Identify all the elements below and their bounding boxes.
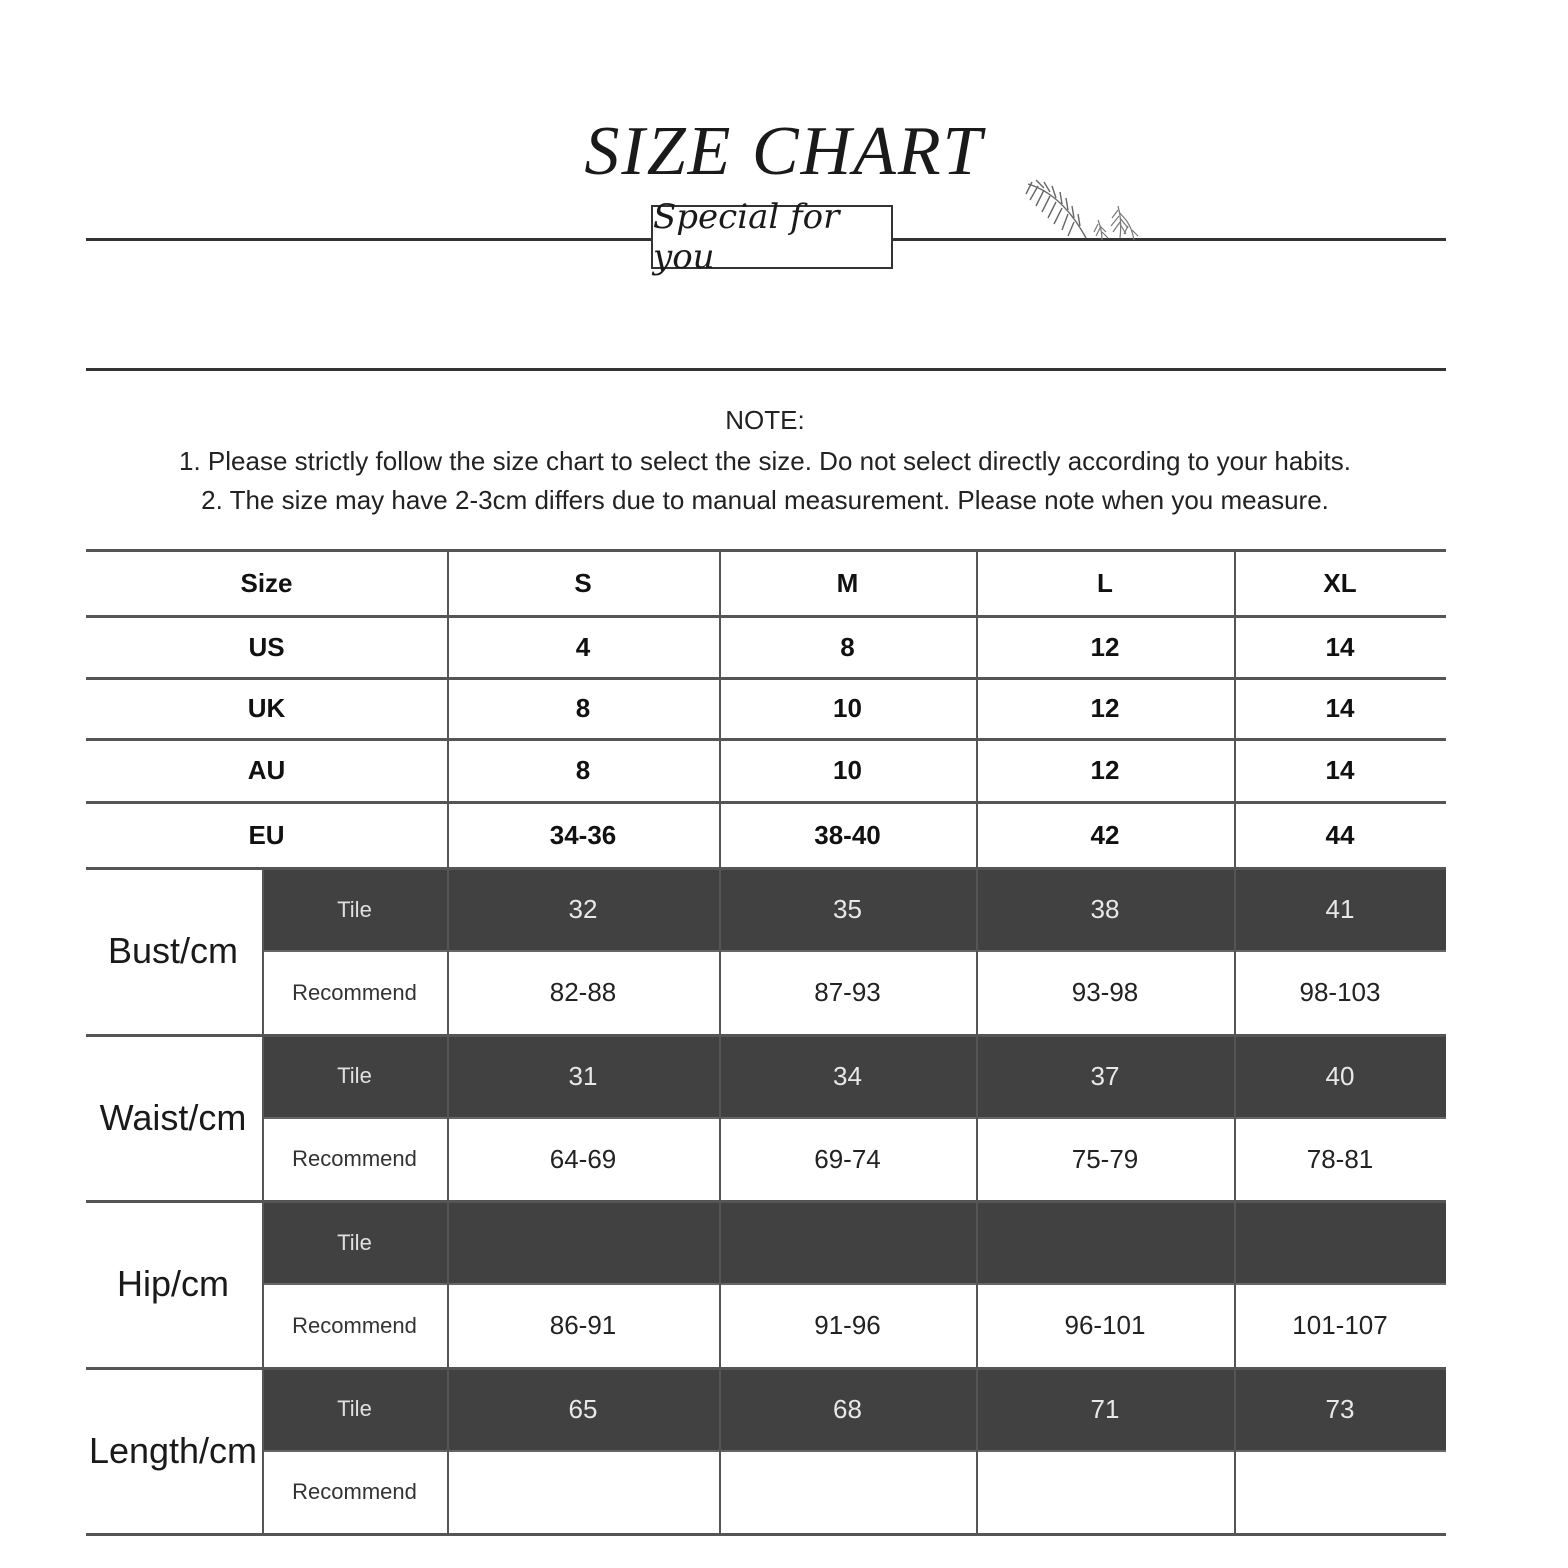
header-size-m: M: [836, 567, 859, 598]
tile-value: [719, 1201, 976, 1284]
recommend-value: 75-79: [1071, 1143, 1139, 1174]
recommend-value: 87-93: [814, 977, 881, 1007]
table-rule: [86, 677, 1446, 680]
recommend-label: Recommend: [292, 1479, 417, 1504]
region-value: 12: [1090, 693, 1120, 723]
region-label: AU: [247, 755, 286, 785]
tile-value: 73: [1325, 1393, 1355, 1424]
subtitle-box: [651, 197, 893, 277]
table-rule-inner: [262, 1450, 1446, 1452]
recommend-label: Recommend: [292, 1312, 417, 1338]
region-label: UK: [247, 693, 286, 723]
tile-value: [1234, 1201, 1446, 1284]
table-column-rule: [719, 550, 721, 1534]
region-value: 14: [1325, 631, 1355, 662]
region-value: 4: [575, 631, 591, 662]
recommend-value: 86-91: [549, 1310, 617, 1340]
page-title: SIZE CHART: [584, 113, 984, 190]
region-value: 12: [1090, 755, 1120, 785]
header-size-xl: XL: [1323, 567, 1357, 598]
tile-value: 41: [1325, 894, 1355, 924]
note-heading: NOTE:: [725, 405, 805, 435]
region-label: US: [248, 631, 285, 662]
subtitle-text: Special for you: [653, 197, 840, 277]
header-size-label: Size: [240, 567, 293, 598]
recommend-value: [1234, 1451, 1446, 1534]
feather-icon: [1022, 176, 1142, 242]
table-label-rule: [262, 868, 264, 1534]
recommend-value: [447, 1451, 719, 1534]
tile-value: 37: [1090, 1060, 1120, 1091]
region-value: 14: [1325, 755, 1355, 785]
table-rule: [86, 1367, 1446, 1370]
table-rule: [86, 1533, 1446, 1536]
region-value: 12: [1090, 631, 1120, 662]
table-rule: [86, 615, 1446, 618]
header-size-l: L: [1097, 567, 1113, 598]
table-rule: [86, 867, 1446, 870]
table-column-rule: [976, 550, 978, 1534]
region-value: 8: [575, 755, 591, 785]
tile-value: 34: [833, 1060, 862, 1091]
recommend-value: 91-96: [814, 1310, 881, 1340]
region-value: 44: [1325, 819, 1355, 850]
table-rule-inner: [262, 1117, 1446, 1119]
table-rule: [86, 549, 1446, 552]
recommend-label: Recommend: [292, 1146, 417, 1171]
tile-label: Tile: [337, 1063, 372, 1088]
region-value: 38-40: [814, 819, 881, 850]
tile-value: 38: [1090, 894, 1120, 924]
region-value: 10: [833, 693, 862, 723]
region-value: 8: [575, 693, 591, 723]
table-rule: [86, 738, 1446, 741]
region-value: 34-36: [549, 819, 617, 850]
region-value: 10: [833, 755, 862, 785]
tile-value: [447, 1201, 719, 1284]
table-rule-inner: [262, 1283, 1446, 1285]
table-rule: [86, 801, 1446, 804]
section-divider: [86, 368, 1446, 371]
tile-value: 40: [1325, 1060, 1355, 1091]
tile-label: Tile: [337, 896, 372, 922]
region-label: EU: [248, 819, 285, 850]
tile-label: Tile: [337, 1396, 372, 1421]
measure-group-label: Length/cm: [88, 1429, 258, 1471]
table-column-rule: [1234, 550, 1236, 1534]
tile-value: 71: [1090, 1393, 1120, 1424]
header-size-s: S: [574, 567, 592, 598]
measure-group-label: Bust/cm: [107, 930, 239, 972]
table-rule: [86, 1200, 1446, 1203]
recommend-value: 98-103: [1299, 977, 1381, 1007]
measure-group-label: Hip/cm: [116, 1263, 229, 1305]
recommend-label: Recommend: [292, 979, 417, 1005]
table-column-rule: [447, 550, 449, 1534]
recommend-value: 93-98: [1071, 977, 1139, 1007]
tile-label: Tile: [337, 1229, 372, 1255]
recommend-value: 96-101: [1064, 1310, 1146, 1340]
tile-value: 32: [568, 894, 598, 924]
measure-group-label: Waist/cm: [99, 1096, 247, 1138]
region-value: 8: [840, 631, 855, 662]
tile-value: 35: [833, 894, 862, 924]
recommend-value: 64-69: [549, 1143, 617, 1174]
table-rule: [86, 1034, 1446, 1037]
tile-value: 68: [833, 1393, 862, 1424]
recommend-value: 78-81: [1306, 1143, 1374, 1174]
region-value: 42: [1090, 819, 1120, 850]
tile-value: 65: [568, 1393, 598, 1424]
table-rule-inner: [262, 950, 1446, 952]
region-value: 14: [1325, 693, 1355, 723]
header-rule-left: [86, 238, 652, 241]
tile-value: [976, 1201, 1234, 1284]
recommend-value: 82-88: [549, 977, 617, 1007]
recommend-value: 101-107: [1292, 1310, 1388, 1340]
recommend-value: [719, 1451, 976, 1534]
note-line-1: 1. Please strictly follow the size chart to select the size. Do not select directly according to your habits.: [179, 446, 1351, 476]
note-line-2: 2. The size may have 2-3cm differs due to manual measurement. Please note when you measure.: [201, 485, 1329, 515]
recommend-value: 69-74: [814, 1143, 881, 1174]
header-rule-right: [889, 238, 1446, 241]
recommend-value: [976, 1451, 1234, 1534]
tile-value: 31: [568, 1060, 598, 1091]
